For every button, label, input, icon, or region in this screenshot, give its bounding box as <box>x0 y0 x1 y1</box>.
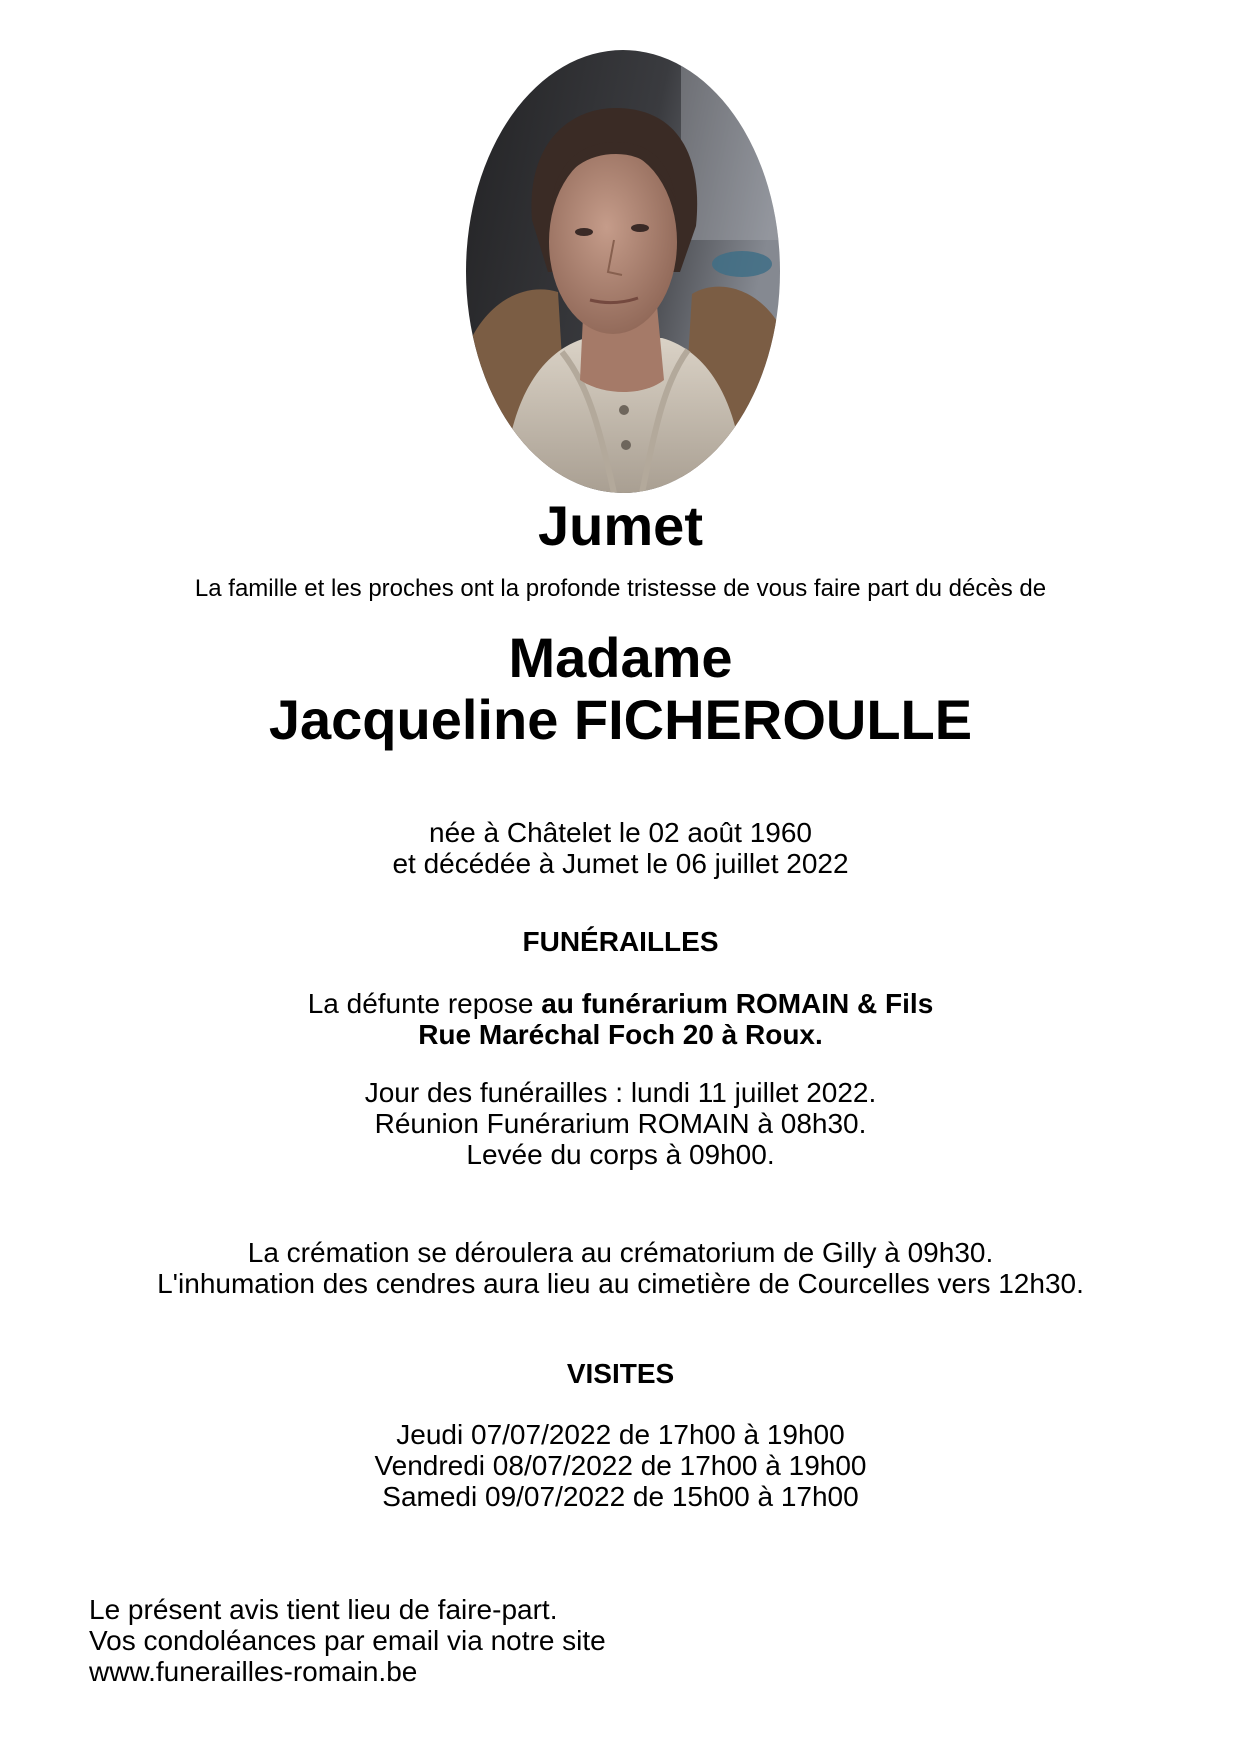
visit-slot: Vendredi 08/07/2022 de 17h00 à 19h00 <box>374 1450 867 1481</box>
funerals-heading: FUNÉRAILLES <box>522 926 719 957</box>
funeral-departure: Levée du corps à 09h00. <box>466 1139 775 1170</box>
footer-note <box>89 1594 606 1687</box>
repose-block <box>0 988 1241 1050</box>
repose-place: au funérarium ROMAIN & Fils <box>541 988 934 1019</box>
repose-prefix: La défunte repose <box>307 988 534 1019</box>
funeral-meeting: Réunion Funérarium ROMAIN à 08h30. <box>374 1108 867 1139</box>
cremation-line: La crémation se déroulera au crématorium de Gilly à 09h30. <box>247 1237 994 1268</box>
left-eye <box>575 228 593 236</box>
visit-slot: Samedi 09/07/2022 de 15h00 à 17h00 <box>382 1481 859 1512</box>
footer-line: Vos condoléances par email via notre site <box>89 1625 606 1656</box>
blue-object <box>712 251 772 277</box>
announcement-intro: La famille et les proches ont la profonde tristesse de vous faire part du décès de <box>194 575 1047 602</box>
jacket-button <box>621 440 631 450</box>
birth-line: née à Châtelet le 02 août 1960 <box>429 817 812 848</box>
birth-death-block <box>0 817 1241 879</box>
death-line: et décédée à Jumet le 06 juillet 2022 <box>392 848 849 879</box>
visits-heading: VISITES <box>566 1358 675 1389</box>
funeral-day: Jour des funérailles : lundi 11 juillet 2022. <box>364 1077 877 1108</box>
repose-line <box>0 988 1241 1019</box>
funeral-schedule <box>0 1077 1241 1170</box>
jacket-button <box>619 405 629 415</box>
visit-slot: Jeudi 07/07/2022 de 17h00 à 19h00 <box>396 1419 845 1450</box>
footer-line: Le présent avis tient lieu de faire-part. <box>89 1594 558 1625</box>
visits-list <box>0 1419 1241 1512</box>
locality-title: Jumet <box>538 494 703 557</box>
deceased-name: Jacqueline FICHEROULLE <box>268 688 973 751</box>
deceased-portrait-photo <box>466 50 780 493</box>
deceased-title: Madame <box>508 626 733 689</box>
repose-address: Rue Maréchal Foch 20 à Roux. <box>418 1019 823 1050</box>
website-address: www.funerailles-romain.be <box>89 1656 418 1687</box>
burial-line: L'inhumation des cendres aura lieu au cimetière de Courcelles vers 12h30. <box>157 1268 1084 1299</box>
cremation-block <box>0 1237 1241 1299</box>
right-eye <box>631 224 649 232</box>
